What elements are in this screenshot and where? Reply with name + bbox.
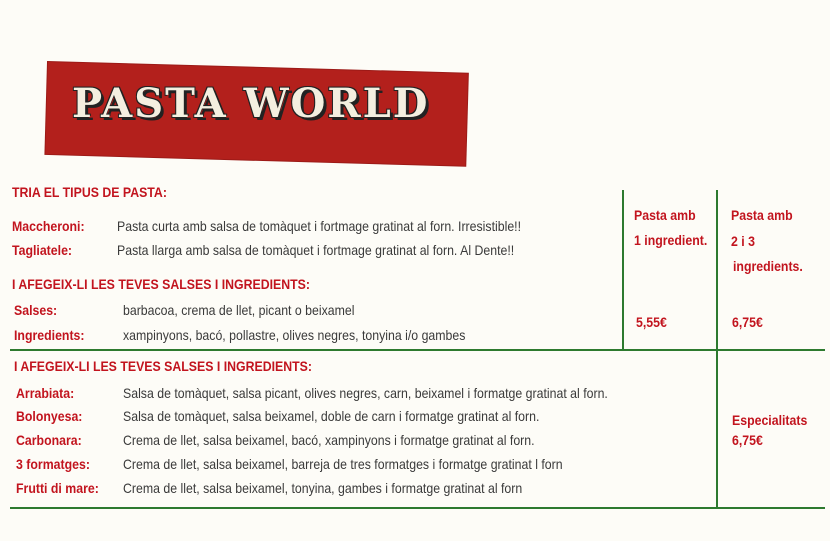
col2-price: 6,75€ (732, 314, 763, 330)
special-name-bolonyesa: Bolonyesa: (16, 408, 83, 424)
divider-horizontal-bottom (10, 507, 825, 509)
special-name-carbonara: Carbonara: (16, 432, 82, 448)
special-desc-bolonyesa: Salsa de tomàquet, salsa beixamel, doble de carn i formatge gratinat al forn. (123, 408, 540, 424)
section2-heading: I AFEGEIX-LI LES TEVES SALSES I INGREDIENTS: (12, 276, 311, 292)
specialitats-price: 6,75€ (732, 432, 763, 448)
special-desc-3-formatges: Crema de llet, salsa beixamel, barreja de tres formatges i formatge gratinat l forn (123, 456, 563, 472)
pasta-name-maccheroni: Maccheroni: (12, 218, 85, 234)
divider-horizontal-mid (10, 349, 825, 351)
label-ingredients: Ingredients: (14, 327, 85, 343)
section1-heading: TRIA EL TIPUS DE PASTA: (12, 184, 167, 200)
divider-vertical-1 (622, 190, 624, 350)
ingredients-list: xampinyons, bacó, pollastre, olives negres, tonyina i/o gambes (123, 327, 466, 343)
section3-heading: I AFEGEIX-LI LES TEVES SALSES I INGREDIENTS: (14, 358, 313, 374)
page-title: PASTA WORLD (72, 80, 430, 127)
pasta-desc-tagliatele: Pasta llarga amb salsa de tomàquet i fortmage gratinat al forn. Al Dente!! (117, 242, 515, 258)
special-name-3-formatges: 3 formatges: (16, 456, 90, 472)
pasta-desc-maccheroni: Pasta curta amb salsa de tomàquet i fortmage gratinat al forn. Irresistible!! (117, 218, 522, 234)
col1-header-line2: 1 ingredient. (634, 232, 708, 248)
col1-price: 5,55€ (636, 314, 667, 330)
special-desc-arrabiata: Salsa de tomàquet, salsa picant, olives negres, carn, beixamel i formatge gratinat al forn. (123, 385, 608, 401)
col2-header-line2: 2 i 3 (731, 233, 755, 249)
label-salses: Salses: (14, 302, 58, 318)
col1-header-line1: Pasta amb (634, 207, 696, 223)
special-desc-frutti-di-mare: Crema de llet, salsa beixamel, tonyina, gambes i formatge gratinat al forn (123, 480, 523, 496)
special-name-frutti-di-mare: Frutti di mare: (16, 480, 99, 496)
salses-list: barbacoa, crema de llet, picant o beixamel (123, 302, 355, 318)
specialitats-label: Especialitats (732, 412, 808, 428)
special-desc-carbonara: Crema de llet, salsa beixamel, bacó, xampinyons i formatge gratinat al forn. (123, 432, 535, 448)
pasta-name-tagliatele: Tagliatele: (12, 242, 73, 258)
special-name-arrabiata: Arrabiata: (16, 385, 75, 401)
col2-header-line3: ingredients. (733, 258, 803, 274)
col2-header-line1: Pasta amb (731, 207, 793, 223)
